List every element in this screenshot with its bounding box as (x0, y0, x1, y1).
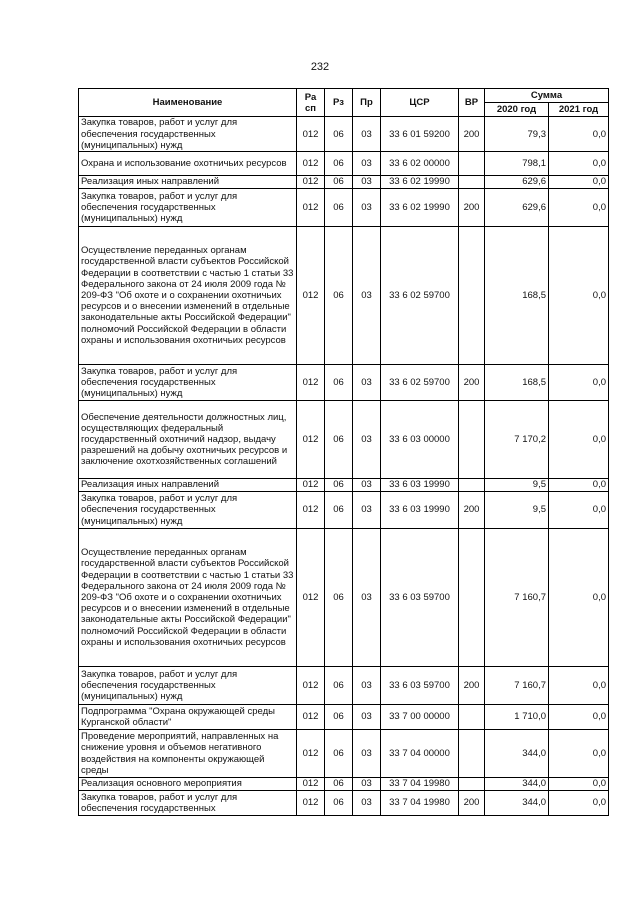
cell-rasp: 012 (297, 529, 325, 667)
cell-rz: 06 (325, 227, 353, 365)
cell-2021: 0,0 (549, 117, 609, 152)
cell-2020: 344,0 (485, 791, 549, 816)
cell-name: Закупка товаров, работ и услуг для обеспечения государственных (муниципальных) нужд (79, 117, 297, 152)
cell-vr (459, 176, 485, 189)
cell-rz: 06 (325, 152, 353, 176)
cell-csr: 33 6 03 19990 (381, 492, 459, 529)
cell-pr: 03 (353, 529, 381, 667)
table-row (79, 189, 609, 227)
cell-rz: 06 (325, 492, 353, 529)
cell-rz: 06 (325, 667, 353, 705)
cell-pr: 03 (353, 227, 381, 365)
header-2020: 2020 год (485, 103, 549, 117)
cell-name: Закупка товаров, работ и услуг для обеспечения государственных (муниципальных) нужд (79, 365, 297, 401)
cell-rz: 06 (325, 176, 353, 189)
cell-csr: 33 6 02 00000 (381, 152, 459, 176)
cell-rasp: 012 (297, 227, 325, 365)
cell-vr: 200 (459, 492, 485, 529)
cell-2021: 0,0 (549, 730, 609, 778)
table-row (79, 176, 609, 189)
cell-name: Закупка товаров, работ и услуг для обеспечения государственных (муниципальных) нужд (79, 189, 297, 227)
cell-vr: 200 (459, 189, 485, 227)
cell-name: Охрана и использование охотничьих ресурсов (79, 152, 297, 176)
cell-name: Реализация основного мероприятия (79, 778, 297, 791)
cell-rz: 06 (325, 705, 353, 730)
cell-vr: 200 (459, 117, 485, 152)
cell-rasp: 012 (297, 791, 325, 816)
cell-vr: 200 (459, 365, 485, 401)
cell-2020: 1 710,0 (485, 705, 549, 730)
cell-csr: 33 6 01 59200 (381, 117, 459, 152)
cell-2020: 629,6 (485, 189, 549, 227)
table-row (79, 791, 609, 816)
cell-csr: 33 7 04 19980 (381, 778, 459, 791)
cell-pr: 03 (353, 705, 381, 730)
cell-2020: 7 170,2 (485, 401, 549, 479)
cell-csr: 33 6 02 59700 (381, 365, 459, 401)
cell-2020: 344,0 (485, 778, 549, 791)
header-vr: ВР (459, 89, 485, 117)
cell-rz: 06 (325, 401, 353, 479)
cell-2021: 0,0 (549, 152, 609, 176)
cell-pr: 03 (353, 189, 381, 227)
header-2021: 2021 год (549, 103, 609, 117)
cell-rasp: 012 (297, 778, 325, 791)
cell-csr: 33 7 00 00000 (381, 705, 459, 730)
cell-2021: 0,0 (549, 705, 609, 730)
cell-csr: 33 6 03 00000 (381, 401, 459, 479)
cell-csr: 33 6 02 19990 (381, 189, 459, 227)
cell-2020: 798,1 (485, 152, 549, 176)
cell-csr: 33 6 03 59700 (381, 667, 459, 705)
cell-rz: 06 (325, 117, 353, 152)
cell-2021: 0,0 (549, 778, 609, 791)
cell-rasp: 012 (297, 189, 325, 227)
cell-2021: 0,0 (549, 227, 609, 365)
cell-2020: 7 160,7 (485, 529, 549, 667)
cell-2020: 79,3 (485, 117, 549, 152)
cell-name: Закупка товаров, работ и услуг для обеспечения государственных (муниципальных) нужд (79, 667, 297, 705)
cell-pr: 03 (353, 479, 381, 492)
cell-rasp: 012 (297, 117, 325, 152)
cell-vr (459, 730, 485, 778)
cell-2021: 0,0 (549, 176, 609, 189)
cell-csr: 33 7 04 00000 (381, 730, 459, 778)
table-body (79, 117, 609, 816)
cell-name: Обеспечение деятельности должностных лиц, осуществляющих федеральный государственный охотничий надзор, выдачу разрешений на добычу охотничьих ресурсов и заключение охотхозяйственных соглашений (79, 401, 297, 479)
header-rz: Рз (325, 89, 353, 117)
cell-csr: 33 6 03 19990 (381, 479, 459, 492)
header-sum: Сумма (485, 89, 609, 103)
cell-rasp: 012 (297, 479, 325, 492)
cell-rz: 06 (325, 730, 353, 778)
header-pr: Пр (353, 89, 381, 117)
cell-2021: 0,0 (549, 365, 609, 401)
cell-2020: 7 160,7 (485, 667, 549, 705)
cell-vr (459, 778, 485, 791)
cell-rasp: 012 (297, 667, 325, 705)
cell-rasp: 012 (297, 152, 325, 176)
cell-pr: 03 (353, 152, 381, 176)
cell-name: Закупка товаров, работ и услуг для обеспечения государственных (79, 791, 297, 816)
cell-pr: 03 (353, 117, 381, 152)
cell-name: Реализация иных направлений (79, 479, 297, 492)
cell-pr: 03 (353, 778, 381, 791)
cell-2021: 0,0 (549, 492, 609, 529)
cell-rasp: 012 (297, 705, 325, 730)
cell-vr (459, 705, 485, 730)
cell-2021: 0,0 (549, 479, 609, 492)
cell-rasp: 012 (297, 365, 325, 401)
cell-2021: 0,0 (549, 529, 609, 667)
cell-rz: 06 (325, 791, 353, 816)
header-csr: ЦСР (381, 89, 459, 117)
table-row (79, 667, 609, 705)
cell-rasp: 012 (297, 401, 325, 479)
cell-pr: 03 (353, 791, 381, 816)
table-row (79, 365, 609, 401)
page-number: 232 (310, 61, 330, 73)
cell-csr: 33 6 02 59700 (381, 227, 459, 365)
cell-vr (459, 529, 485, 667)
table-row (79, 152, 609, 176)
cell-2020: 168,5 (485, 227, 549, 365)
cell-pr: 03 (353, 176, 381, 189)
table-row (79, 730, 609, 778)
cell-pr: 03 (353, 365, 381, 401)
header-rasp: Ра сп (297, 89, 325, 117)
cell-2020: 9,5 (485, 479, 549, 492)
cell-2021: 0,0 (549, 667, 609, 705)
cell-vr (459, 401, 485, 479)
cell-name: Осуществление переданных органам государственной власти субъектов Российской Федерации в соответствии с частью 1 статьи 33 Федерального закона от 24 июля 2009 года № 209-ФЗ "Об охоте и о сохранении охотничьих ресурсов и о внесении изменений в отдельные законодательные акты Российской Федерации" полномочий Российской Федерации в области охраны и использования охотничьих ресурсов (79, 529, 297, 667)
table-row (79, 778, 609, 791)
cell-name: Подпрограмма "Охрана окружающей среды Курганской области" (79, 705, 297, 730)
cell-2020: 629,6 (485, 176, 549, 189)
cell-vr (459, 152, 485, 176)
cell-2021: 0,0 (549, 401, 609, 479)
cell-pr: 03 (353, 401, 381, 479)
table-row (79, 227, 609, 365)
cell-vr: 200 (459, 791, 485, 816)
cell-rz: 06 (325, 529, 353, 667)
table-row (79, 401, 609, 479)
cell-name: Реализация иных направлений (79, 176, 297, 189)
cell-rasp: 012 (297, 176, 325, 189)
budget-table (78, 88, 609, 816)
table-row (79, 479, 609, 492)
cell-pr: 03 (353, 730, 381, 778)
header-name: Наименование (79, 89, 297, 117)
cell-csr: 33 6 03 59700 (381, 529, 459, 667)
cell-rasp: 012 (297, 492, 325, 529)
cell-vr (459, 227, 485, 365)
table-row (79, 529, 609, 667)
table-row (79, 117, 609, 152)
cell-vr (459, 479, 485, 492)
cell-csr: 33 7 04 19980 (381, 791, 459, 816)
cell-2021: 0,0 (549, 791, 609, 816)
cell-pr: 03 (353, 492, 381, 529)
cell-rz: 06 (325, 189, 353, 227)
cell-rasp: 012 (297, 730, 325, 778)
cell-name: Осуществление переданных органам государственной власти субъектов Российской Федерации в соответствии с частью 1 статьи 33 Федерального закона от 24 июля 2009 года № 209-ФЗ "Об охоте и о сохранении охотничьих ресурсов и о внесении изменений в отдельные законодательные акты Российской Федерации" полномочий Российской Федерации в области охраны и использования охотничьих ресурсов (79, 227, 297, 365)
cell-2020: 9,5 (485, 492, 549, 529)
cell-2021: 0,0 (549, 189, 609, 227)
cell-2020: 168,5 (485, 365, 549, 401)
cell-name: Закупка товаров, работ и услуг для обеспечения государственных (муниципальных) нужд (79, 492, 297, 529)
cell-vr: 200 (459, 667, 485, 705)
cell-csr: 33 6 02 19990 (381, 176, 459, 189)
cell-rz: 06 (325, 479, 353, 492)
cell-name: Проведение мероприятий, направленных на снижение уровня и объемов негативного воздействия на компоненты окружающей среды (79, 730, 297, 778)
table-row (79, 492, 609, 529)
cell-rz: 06 (325, 778, 353, 791)
table-row (79, 705, 609, 730)
cell-2020: 344,0 (485, 730, 549, 778)
cell-pr: 03 (353, 667, 381, 705)
cell-rz: 06 (325, 365, 353, 401)
